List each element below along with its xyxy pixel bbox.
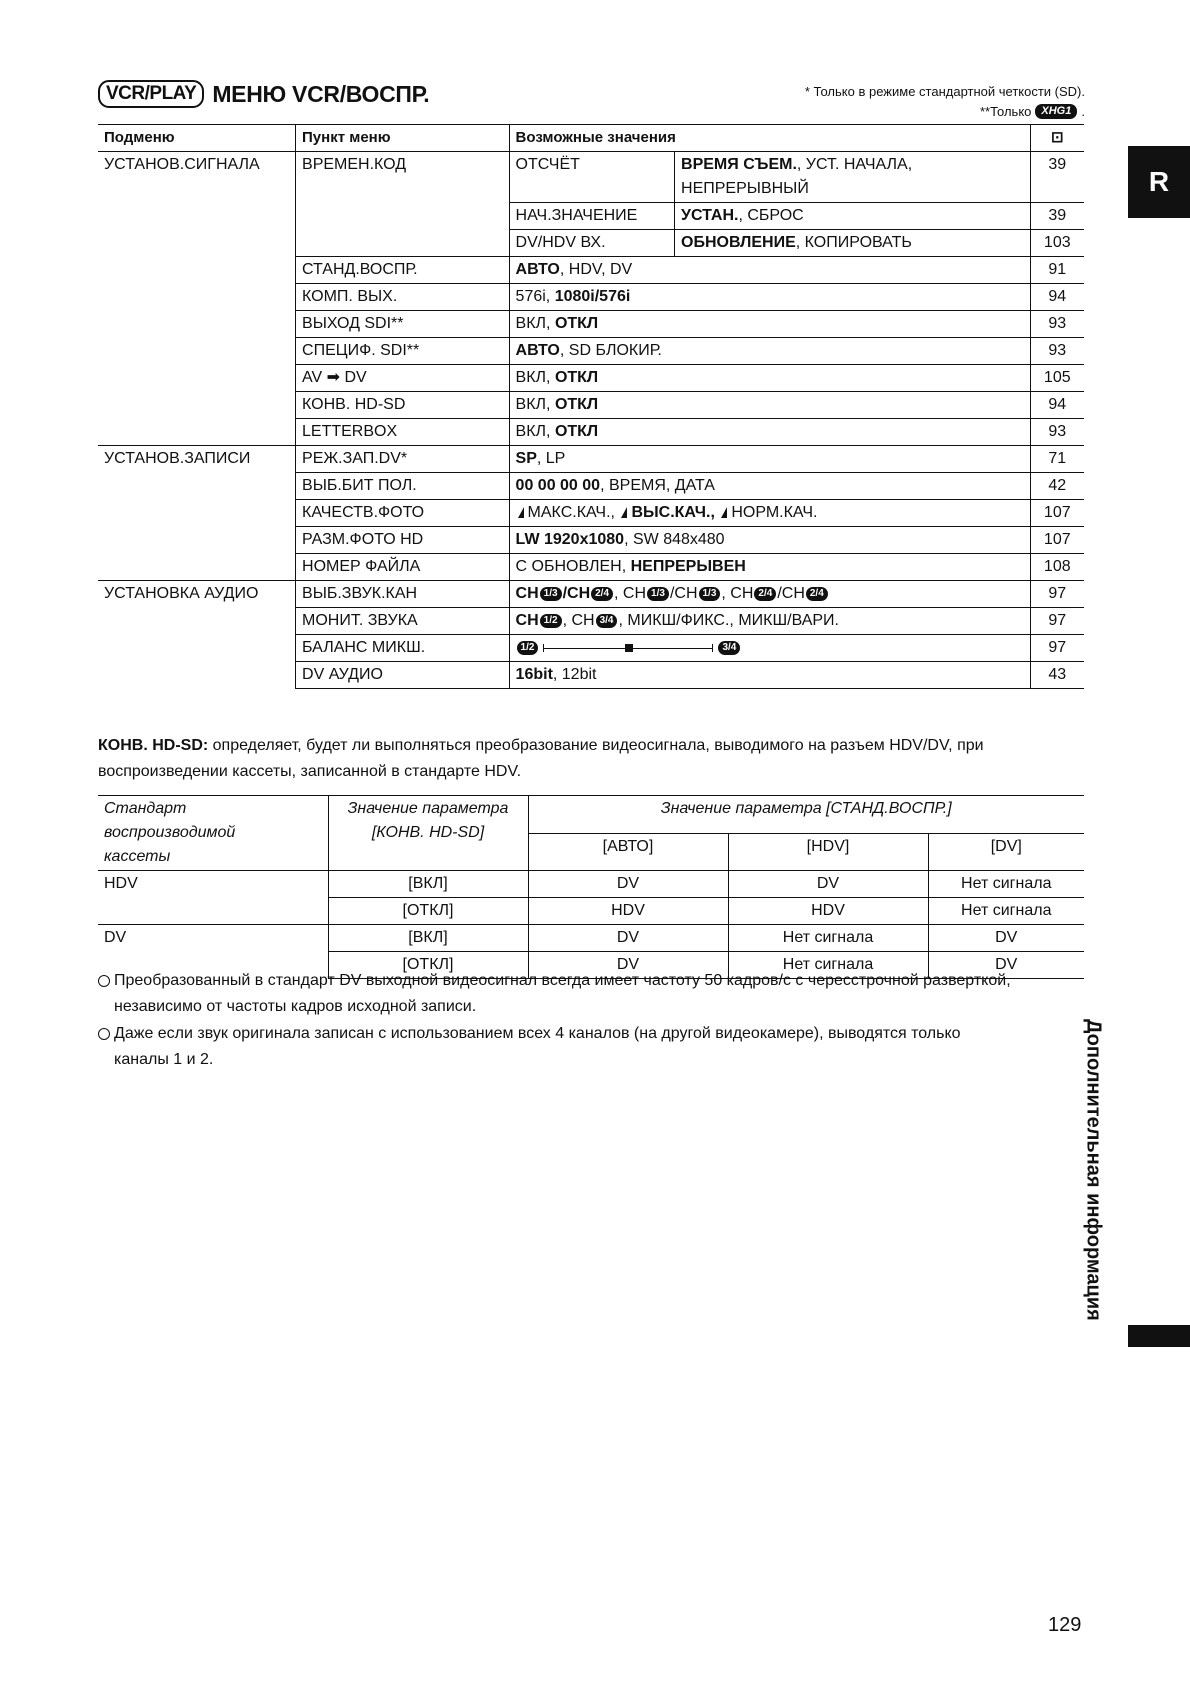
values-cell: ВКЛ, ОТКЛ: [509, 311, 1030, 338]
xhg1-only-note: [980, 104, 1085, 119]
konv-text: определяет, будет ли выполняться преобразование видеосигнала, выводимого на разъем HDV/DV, при воспроизведении кассеты, записанной в стандарте HDV.: [98, 737, 984, 780]
item-cell: МОНИТ. ЗВУКА: [296, 608, 510, 635]
values-cell: CH 1/2 , CH 3/4 , МИКШ/ФИКС., МИКШ/ВАРИ.: [509, 608, 1030, 635]
page-cell: 93: [1030, 419, 1084, 446]
item-cell: ВРЕМЕН.КОД: [296, 152, 510, 257]
values-cell: ВКЛ, ОТКЛ: [509, 392, 1030, 419]
normal-icon: [721, 507, 727, 518]
konv-label: КОНВ. HD-SD:: [98, 737, 209, 754]
superfine-icon: [518, 507, 524, 518]
values-cell: С ОБНОВЛЕН, НЕПРЕРЫВЕН: [509, 554, 1030, 581]
item-cell: DV АУДИО: [296, 662, 510, 689]
hdsd-conversion-table: [98, 795, 1084, 979]
item-cell: LETTERBOX: [296, 419, 510, 446]
page-cell: 97: [1030, 635, 1084, 662]
page-cell: 94: [1030, 284, 1084, 311]
side-label-text: Дополнительная информация: [1082, 1019, 1105, 1321]
value-cell: DV: [528, 925, 728, 952]
values-cell: АВТО, HDV, DV: [509, 257, 1030, 284]
value-cell: DV: [528, 871, 728, 898]
item-cell: РАЗМ.ФОТО HD: [296, 527, 510, 554]
std-cell: DV: [98, 925, 328, 979]
xhg1-note-prefix: **Только: [979, 104, 1032, 119]
item-cell: СТАНД.ВОСПР.: [296, 257, 510, 284]
note-audio-channels: Даже если звук оригинала записан с использованием всех 4 каналов (на другой видеокамере), выводятся только каналы 1 и 2.: [98, 1021, 1088, 1073]
page-header: [98, 80, 429, 108]
item-cell: КАЧЕСТВ.ФОТО: [296, 500, 510, 527]
subitem-cell: DV/HDV ВХ.: [509, 230, 674, 257]
note-bullet-icon: [98, 975, 110, 987]
page-title: МЕНЮ VCR/ВОСПР.: [212, 80, 430, 107]
values-cell: 1/2 3/4: [509, 635, 1030, 662]
value-cell: Нет сигнала: [728, 925, 928, 952]
table-header-row: [98, 125, 1084, 152]
xhg1-note-suffix: .: [1081, 104, 1085, 119]
values-cell: МАКС.КАЧ., ВЫС.КАЧ., НОРМ.КАЧ.: [509, 500, 1030, 527]
page-cell: 42: [1030, 473, 1084, 500]
page-cell: 107: [1030, 500, 1084, 527]
vcr-play-badge: VCR/PLAY: [98, 80, 204, 108]
page-cell: 97: [1030, 608, 1084, 635]
param-cell: [ОТКЛ]: [328, 898, 528, 925]
item-cell: КОНВ. HD-SD: [296, 392, 510, 419]
fine-icon: [621, 507, 627, 518]
std-cell: HDV: [98, 871, 328, 925]
page-cell: 108: [1030, 554, 1084, 581]
col-auto: [АВТО]: [528, 833, 728, 871]
param-cell: [ВКЛ]: [328, 925, 528, 952]
values-cell: SP, LP: [509, 446, 1030, 473]
table-row: [98, 152, 1084, 203]
values-cell: 16bit, 12bit: [509, 662, 1030, 689]
values-cell: ОБНОВЛЕНИЕ, КОПИРОВАТЬ: [675, 230, 1031, 257]
page-cell: 39: [1030, 152, 1084, 203]
page-cell: 93: [1030, 311, 1084, 338]
subitem-cell: ОТСЧЁТ: [509, 152, 674, 203]
values-cell: ВРЕМЯ СЪЕМ., УСТ. НАЧАЛА, НЕПРЕРЫВНЫЙ: [675, 152, 1031, 203]
page-cell: 71: [1030, 446, 1084, 473]
values-cell: CH 1/3 /CH 2/4 , CH 1/3 /CH 1/3 , CH 2/4 /CH 2/4: [509, 581, 1030, 608]
submenu-cell: УСТАНОВ.ЗАПИСИ: [98, 446, 296, 581]
item-cell: НОМЕР ФАЙЛА: [296, 554, 510, 581]
page-cell: 91: [1030, 257, 1084, 284]
item-cell: КОМП. ВЫХ.: [296, 284, 510, 311]
table-row: [98, 925, 1084, 952]
values-cell: ВКЛ, ОТКЛ: [509, 419, 1030, 446]
value-cell: Нет сигнала: [728, 952, 928, 979]
page-number: 129: [1048, 1614, 1082, 1636]
xhg1-badge: XHG1: [1035, 104, 1077, 119]
col-konv-param: Значение параметра [КОНВ. HD-SD]: [328, 796, 528, 871]
page-cell: 103: [1030, 230, 1084, 257]
page-cell: 93: [1030, 338, 1084, 365]
values-cell: АВТО, SD БЛОКИР.: [509, 338, 1030, 365]
col-item: Пункт меню: [296, 125, 510, 152]
col-values: Возможные значения: [509, 125, 1030, 152]
table-header-row: [98, 796, 1084, 834]
param-cell: [ВКЛ]: [328, 871, 528, 898]
values-cell: ВКЛ, ОТКЛ: [509, 365, 1030, 392]
submenu-cell: УСТАНОВКА АУДИО: [98, 581, 296, 689]
item-cell: AV ➡ DV: [296, 365, 510, 392]
value-cell: DV: [528, 952, 728, 979]
note-dv-output: Преобразованный в стандарт DV выходной видеосигнал всегда имеет частоту 50 кадров/с с чересстрочной разверткой, независимо от частоты кадров исходной записи.: [98, 968, 1088, 1020]
value-cell: Нет сигнала: [928, 898, 1084, 925]
konv-hdsd-description: [98, 733, 1058, 785]
page-cell: 107: [1030, 527, 1084, 554]
item-cell: РЕЖ.ЗАП.DV*: [296, 446, 510, 473]
values-cell: 00 00 00 00, ВРЕМЯ, ДАТА: [509, 473, 1030, 500]
col-cassette-standard: Стандарт воспроизводимой кассеты: [98, 796, 328, 871]
item-cell: СПЕЦИФ. SDI**: [296, 338, 510, 365]
values-cell: 576i, 1080i/576i: [509, 284, 1030, 311]
item-cell: БАЛАНС МИКШ.: [296, 635, 510, 662]
mix-balance-slider: [543, 641, 713, 655]
sd-only-note: * Только в режиме стандартной четкости (SD).: [804, 84, 1085, 99]
value-cell: DV: [928, 925, 1084, 952]
item-cell: ВЫБ.БИТ ПОЛ.: [296, 473, 510, 500]
col-stand-vospr: Значение параметра [СТАНД.ВОСПР.]: [528, 796, 1084, 834]
page-cell: 97: [1030, 581, 1084, 608]
page-cell: 43: [1030, 662, 1084, 689]
col-dv: [DV]: [928, 833, 1084, 871]
page-cell: 105: [1030, 365, 1084, 392]
item-cell: ВЫБ.ЗВУК.КАН: [296, 581, 510, 608]
submenu-cell: УСТАНОВ.СИГНАЛА: [104, 156, 260, 173]
subitem-cell: НАЧ.ЗНАЧЕНИЕ: [509, 203, 674, 230]
vcr-menu-table: [98, 124, 1084, 689]
book-icon: ⊡: [1030, 125, 1084, 152]
value-cell: HDV: [728, 898, 928, 925]
table-row: [98, 446, 1084, 473]
item-cell: ВЫХОД SDI**: [296, 311, 510, 338]
table-row: [98, 871, 1084, 898]
col-submenu: Подменю: [98, 125, 296, 152]
section-tab-r: R: [1128, 146, 1190, 218]
table-row: [98, 581, 1084, 608]
value-cell: DV: [728, 871, 928, 898]
col-hdv: [HDV]: [728, 833, 928, 871]
value-cell: Нет сигнала: [928, 871, 1084, 898]
value-cell: HDV: [528, 898, 728, 925]
note-bullet-icon: [98, 1028, 110, 1040]
values-cell: УСТАН., СБРОС: [675, 203, 1031, 230]
page-cell: 39: [1030, 203, 1084, 230]
param-cell: [ОТКЛ]: [328, 952, 528, 979]
value-cell: DV: [928, 952, 1084, 979]
side-marker-bar: [1128, 1325, 1190, 1347]
values-cell: LW 1920x1080, SW 848x480: [509, 527, 1030, 554]
page-cell: 94: [1030, 392, 1084, 419]
